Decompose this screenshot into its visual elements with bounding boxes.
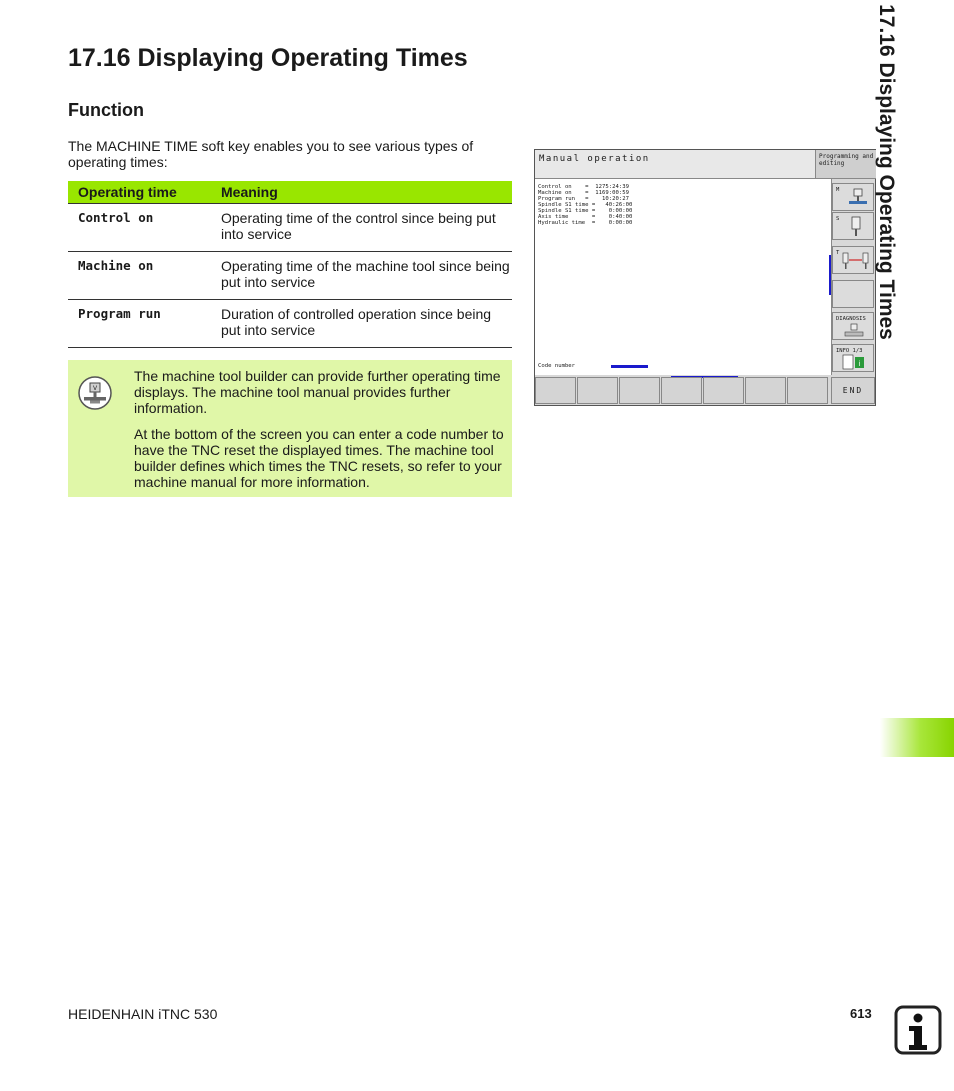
tnc-mode-label: Manual operation — [539, 154, 650, 164]
column-header-meaning: Meaning — [215, 181, 512, 204]
term-cell: Control on — [68, 204, 215, 252]
table-row — [68, 252, 512, 300]
tnc-vertical-scrollbar[interactable] — [829, 255, 831, 295]
page-number: 613 — [850, 1006, 872, 1021]
softkey-info-label: INFO 1/3 — [836, 348, 863, 354]
note-paragraph: At the bottom of the screen you can enter a code number to have the TNC reset the displayed times. The machine tool builder defines which times the TNC resets, so refer to your machine manual for more information. — [134, 426, 504, 490]
term-cell: Machine on — [68, 252, 215, 300]
note-box — [68, 360, 512, 497]
section-title: Function — [68, 100, 144, 120]
machine-tool-icon — [78, 376, 112, 410]
tnc-time-value: 0:00:00 — [608, 208, 633, 214]
spindle-icon — [849, 216, 863, 238]
softkey-diagnosis-label: DIAGNOSIS — [836, 316, 866, 322]
table-header-row — [68, 181, 512, 204]
tnc-time-label: Spindle S1 time — [538, 208, 589, 214]
tnc-time-label: Program run — [538, 196, 576, 202]
meaning-cell: Operating time of the control since being put into service — [215, 204, 512, 252]
side-running-header — [866, 4, 906, 340]
info-icon — [894, 1005, 942, 1055]
svg-text:V: V — [92, 385, 98, 392]
chapter-thumb-tab — [880, 718, 954, 757]
tnc-times-list: Control on = 1275:24:39 Machine on = 1169:00:59 Program run = 10:20:27 Spindle S1 time = 40:26:00 Spindle S1 time = 0:00:00 Axis time = 0:40:00 Hydraulic time = 0:00:00 — [538, 184, 633, 226]
table-row — [68, 300, 512, 348]
tnc-time-value: 40:26:00 — [605, 202, 633, 208]
softkey-empty[interactable] — [661, 377, 702, 404]
table-row — [68, 204, 512, 252]
tnc-time-value: 0:40:00 — [608, 214, 633, 220]
tnc-time-label: Control on — [538, 184, 572, 190]
diagnosis-icon — [842, 323, 866, 339]
tnc-time-value: 1169:00:59 — [595, 190, 629, 196]
footer-product: HEIDENHAIN iTNC 530 — [68, 1006, 218, 1022]
column-header-operating-time: Operating time — [68, 181, 215, 204]
tnc-code-number-label: Code number — [538, 363, 576, 369]
term-cell: Program run — [68, 300, 215, 348]
tnc-program-mode-label: Programming and editing — [819, 153, 874, 167]
intro-text: The MACHINE TIME soft key enables you to see various types of operating times: — [68, 138, 474, 170]
tnc-time-value: 0:00:00 — [608, 220, 633, 226]
tnc-time-label: Hydraulic time — [538, 220, 586, 226]
softkey-empty[interactable] — [619, 377, 660, 404]
softkey-diagnosis[interactable] — [832, 312, 874, 340]
softkey-t-label: T — [836, 250, 840, 256]
softkey-end[interactable]: END — [831, 377, 875, 404]
note-text — [134, 368, 504, 500]
tnc-time-label: Axis time — [538, 214, 569, 220]
tnc-time-label: Spindle S1 time — [538, 202, 589, 208]
tnc-main-window — [535, 179, 832, 375]
side-running-title: 17.16 Displaying Operating Times — [875, 4, 898, 340]
softkey-s-label: S — [836, 216, 840, 222]
softkey-empty[interactable] — [703, 377, 744, 404]
tnc-time-value: 1275:24:39 — [595, 184, 629, 190]
meaning-cell: Duration of controlled operation since being put into service — [215, 300, 512, 348]
operating-times-table — [68, 181, 512, 348]
note-paragraph: The machine tool builder can provide further operating time displays. The machine tool manual provides further information. — [134, 368, 501, 416]
softkey-empty[interactable] — [535, 377, 576, 404]
tnc-time-value: 10:20:27 — [602, 196, 629, 202]
meaning-cell: Operating time of the machine tool since being put into service — [215, 252, 512, 300]
tnc-mode-bar — [535, 150, 815, 179]
tnc-code-number-input[interactable] — [611, 365, 648, 368]
softkey-empty[interactable] — [787, 377, 828, 404]
svg-text:i: i — [858, 360, 861, 368]
softkey-info[interactable] — [832, 344, 874, 372]
tnc-time-label: Machine on — [538, 190, 572, 196]
softkey-m-label: M — [836, 187, 840, 193]
softkey-empty[interactable] — [745, 377, 786, 404]
softkey-empty[interactable] — [577, 377, 618, 404]
tnc-screen — [534, 149, 876, 406]
page-title: 17.16 Displaying Operating Times — [68, 44, 468, 72]
tnc-softkey-row — [535, 377, 875, 405]
info-page-icon — [841, 354, 867, 372]
